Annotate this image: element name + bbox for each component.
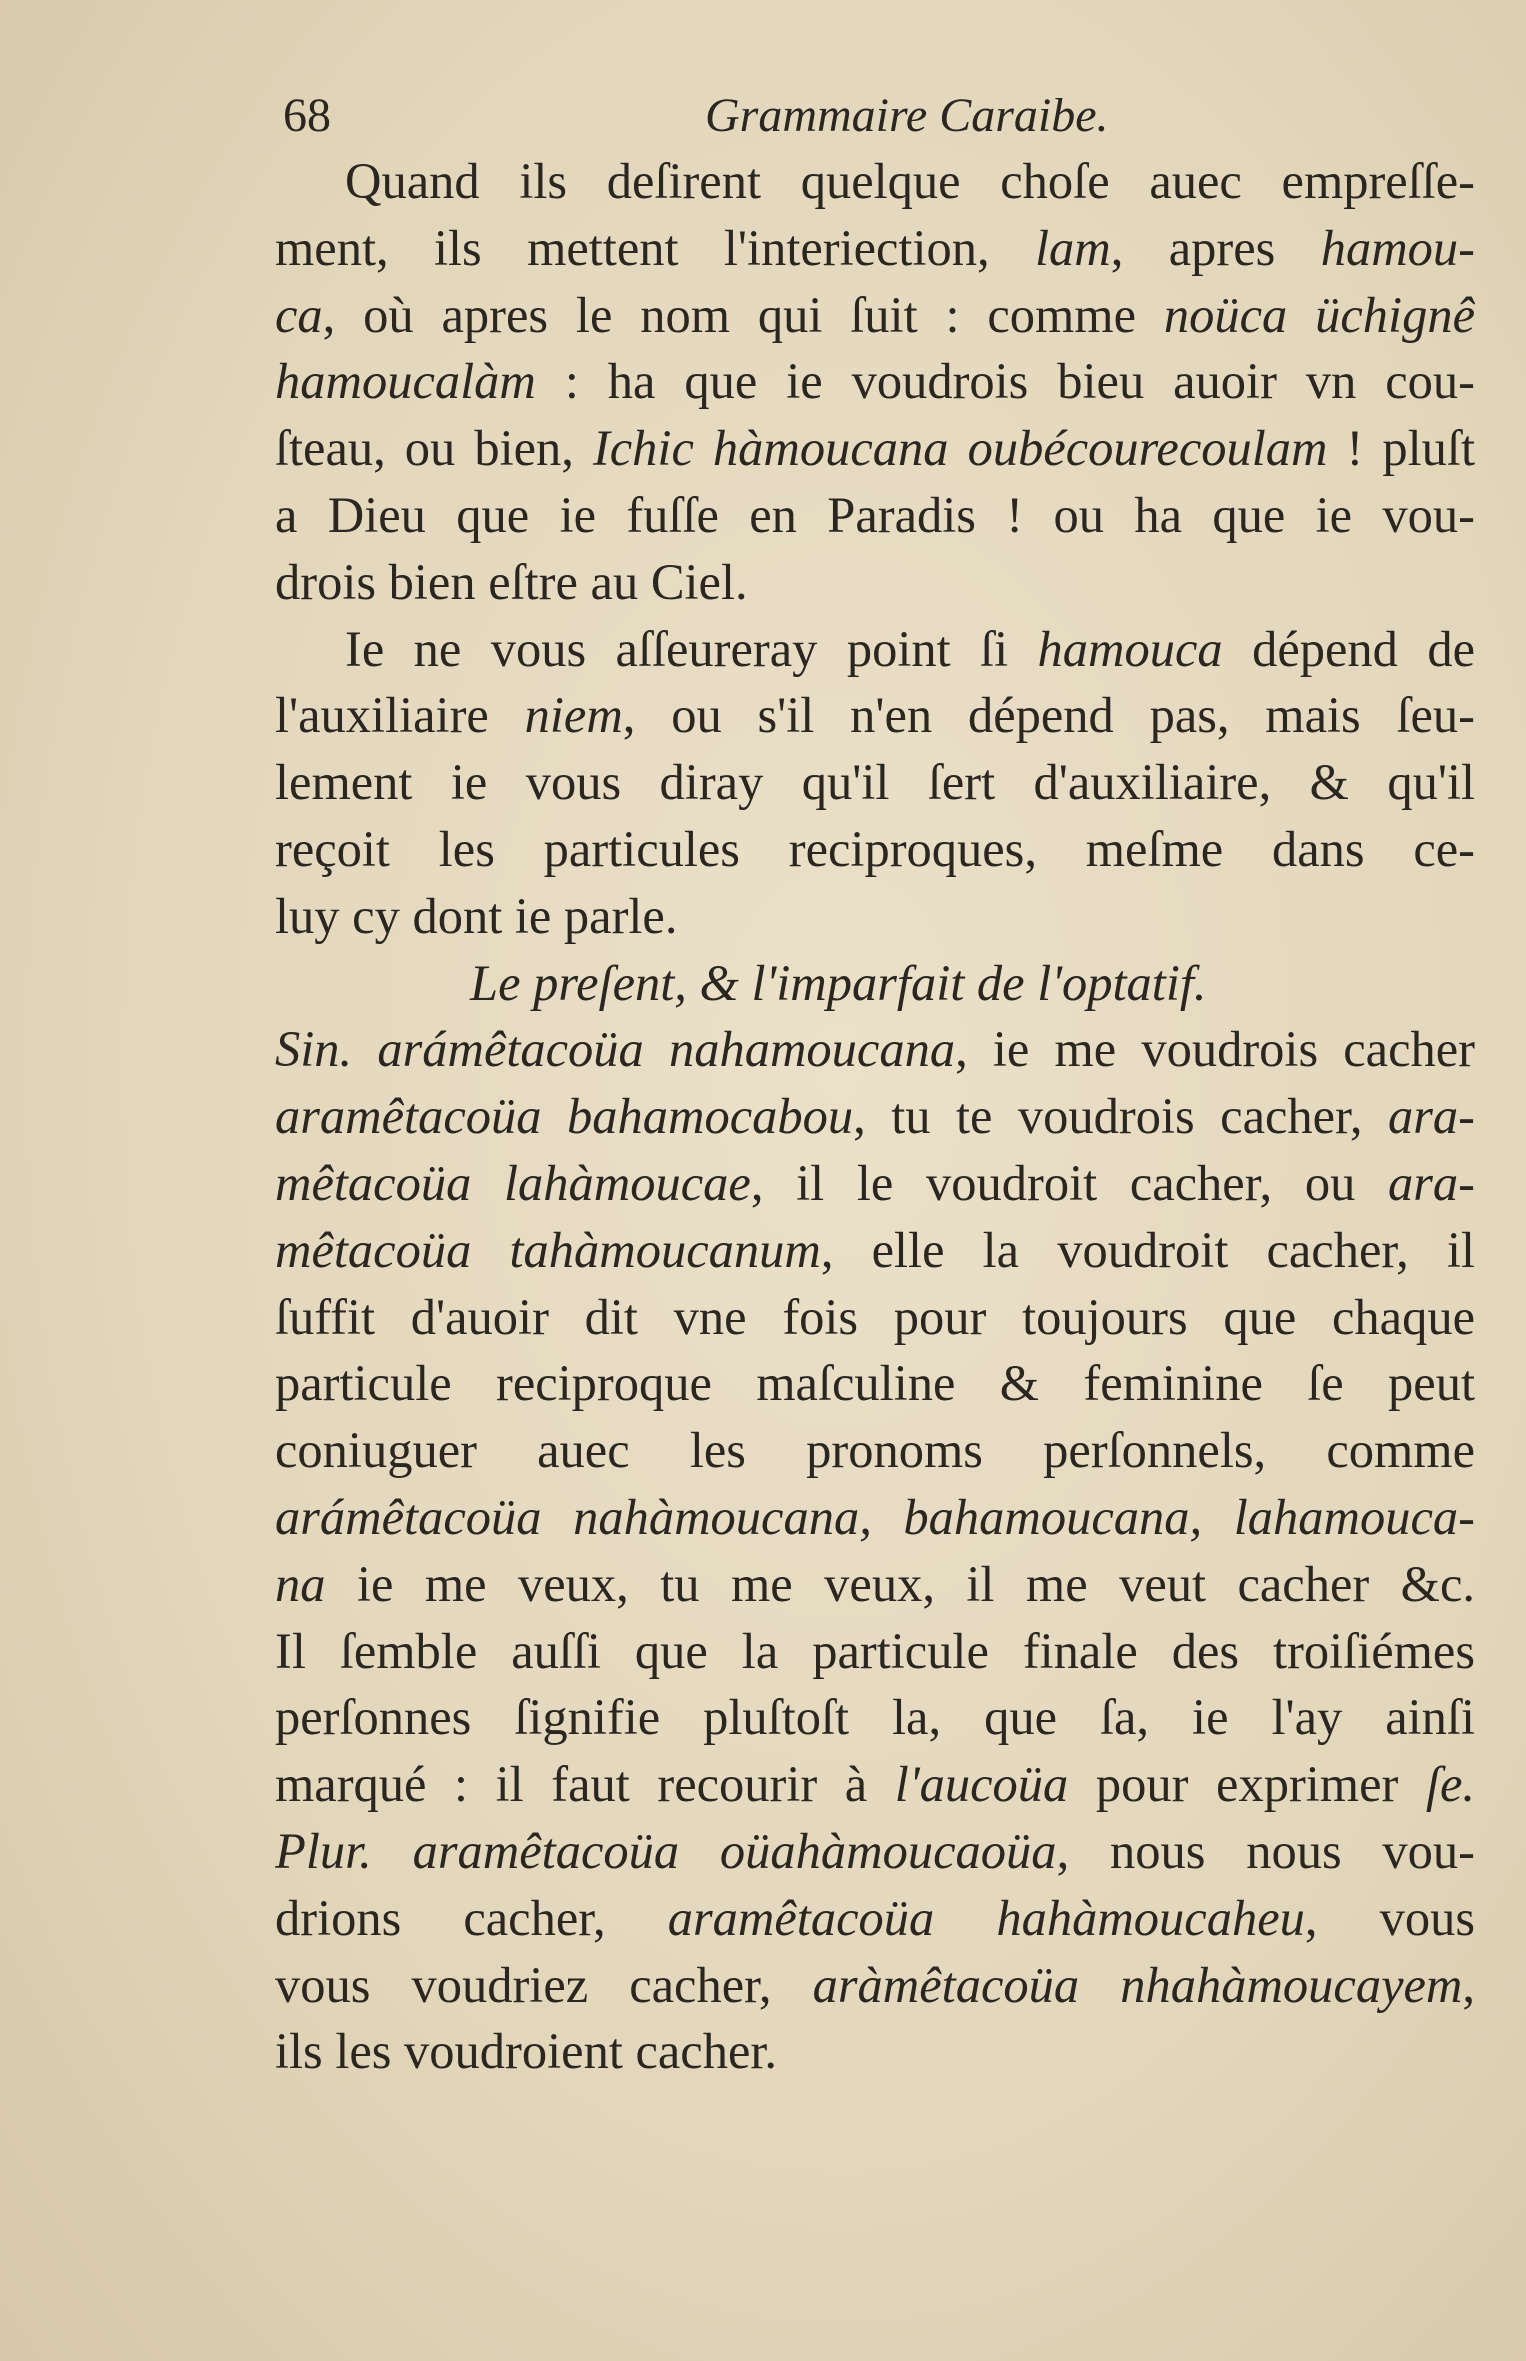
text-segment: , il le voudroit cacher, ou (750, 1154, 1389, 1211)
text-line (275, 2018, 1475, 2085)
italic-segment: Plur. aramêtacoüa oüahàmoucaoüa (275, 1822, 1057, 1879)
italic-segment: niem (524, 687, 623, 744)
text-line (275, 1751, 1475, 1818)
text-line (275, 1016, 1475, 1083)
text-line (275, 816, 1475, 883)
italic-segment: hamou- (1320, 219, 1475, 276)
text-segment: Ie ne vous aſſeureray point ſi (345, 620, 1038, 677)
text-line (275, 1885, 1475, 1952)
text-line (275, 749, 1475, 816)
italic-segment: mêtacoüa tahàmoucanum (275, 1221, 821, 1278)
text-line (275, 1551, 1475, 1618)
text-line (275, 1083, 1475, 1150)
running-title: Grammaire Caraibe. (705, 89, 1109, 142)
text-segment: a Dieu que ie fuſſe en Paradis ! ou ha que ie vou- (275, 486, 1475, 543)
text-line (275, 1484, 1475, 1551)
italic-segment: l'aucoüa (894, 1756, 1069, 1813)
text-segment: , elle la voudroit cacher, il (820, 1221, 1475, 1278)
text-line (275, 1684, 1475, 1751)
italic-segment: hamoucalàm (275, 353, 536, 410)
italic-segment: arámêtacoüa nahàmoucana, bahamoucana, lahamouca- (275, 1488, 1475, 1545)
text-line (275, 682, 1475, 749)
text-segment: ſteau, ou bien, (275, 420, 593, 477)
page-header (275, 88, 1475, 148)
text-segment: vous voudriez cacher, (275, 1956, 813, 2013)
text-segment: drois bien eſtre au Ciel. (275, 553, 748, 610)
text-line (275, 1952, 1475, 2019)
text-segment: dépend de (1222, 620, 1475, 677)
text-segment: , tu te voudrois cacher, (853, 1088, 1388, 1145)
text-segment: ment, ils mettent l'interiection, (275, 219, 1036, 276)
text-segment: , (1462, 1956, 1475, 2013)
italic-segment: aramêtacoüa hahàmoucaheu (667, 1889, 1305, 1946)
text-line (275, 415, 1475, 482)
text-block (275, 88, 1475, 2085)
text-segment: l'auxiliaire (275, 687, 525, 744)
text-segment: Il ſemble auſſi que la particule finale des troiſiémes (275, 1622, 1475, 1679)
text-line (275, 549, 1475, 616)
italic-segment: lam (1035, 219, 1111, 276)
italic-segment: ſe. (1425, 1756, 1475, 1813)
text-segment: : ha que ie voudrois bieu auoir vn cou- (535, 353, 1475, 410)
italic-segment: mêtacoüa lahàmoucae (275, 1154, 751, 1211)
text-line (275, 282, 1475, 349)
page-number: 68 (283, 89, 331, 142)
text-line (275, 215, 1475, 282)
text-segment: pour exprimer (1068, 1756, 1426, 1813)
italic-segment: ara- (1388, 1088, 1475, 1145)
text-segment: luy cy dont ie parle. (275, 887, 678, 944)
text-line (275, 883, 1475, 950)
text-line (275, 616, 1475, 683)
text-line (275, 1284, 1475, 1351)
italic-segment: Sin. arámêtacoüa nahamoucana (275, 1021, 956, 1078)
italic-segment: aràmêtacoüa nhahàmoucayem (812, 1956, 1463, 2013)
text-line (275, 1350, 1475, 1417)
text-line (275, 348, 1475, 415)
text-line (275, 148, 1475, 215)
text-segment: , apres (1110, 219, 1321, 276)
text-segment: ie me veux, tu me veux, il me veut cacher &c. (325, 1555, 1475, 1612)
text-segment: lement ie vous diray qu'il ſert d'auxiliaire, & qu'il (275, 754, 1475, 811)
text-segment: reçoit les particules reciproques, meſme dans ce- (275, 820, 1475, 877)
text-line (275, 1818, 1475, 1885)
text-segment: drions cacher, (275, 1889, 668, 1946)
text-segment: ! pluſt (1327, 420, 1475, 477)
text-segment: Le preſent, & l'imparfait de l'optatif. (470, 954, 1207, 1011)
text-line (275, 482, 1475, 549)
text-line (275, 1150, 1475, 1217)
italic-segment: noüca üchignê (1163, 286, 1475, 343)
text-segment: ſuffit d'auoir dit vne fois pour toujours que chaque (275, 1288, 1475, 1345)
text-line (275, 1217, 1475, 1284)
text-segment: Quand ils deſirent quelque choſe auec empreſſe- (345, 153, 1475, 209)
text-segment: , vous (1304, 1889, 1475, 1946)
body-text (275, 148, 1475, 2085)
text-line (275, 950, 1475, 1017)
text-segment: , où apres le nom qui ſuit : comme (322, 286, 1164, 343)
italic-segment: Ichic hàmoucana oubécourecoulam (592, 420, 1328, 477)
text-segment: , ie me voudrois cacher (955, 1021, 1475, 1078)
text-segment: coniuguer auec les pronoms perſonnels, comme (275, 1422, 1475, 1479)
italic-segment: na (275, 1555, 326, 1612)
text-line (275, 1618, 1475, 1685)
text-segment: particule reciproque maſculine & feminine ſe peut (275, 1355, 1475, 1412)
italic-segment: hamouca (1037, 620, 1223, 677)
text-segment: , ou s'il n'en dépend pas, mais ſeu- (622, 687, 1475, 744)
italic-segment: ara- (1388, 1154, 1475, 1211)
text-segment: marqué : il faut recourir à (275, 1756, 895, 1813)
italic-segment: ca (275, 286, 323, 343)
italic-segment: aramêtacoüa bahamocabou (275, 1088, 854, 1145)
text-segment: ils les voudroient cacher. (275, 2023, 778, 2080)
text-segment: perſonnes ſignifie pluſtoſt la, que ſa, ie l'ay ainſi (275, 1689, 1475, 1746)
text-segment: , nous nous vou- (1056, 1822, 1475, 1879)
text-line (275, 1417, 1475, 1484)
